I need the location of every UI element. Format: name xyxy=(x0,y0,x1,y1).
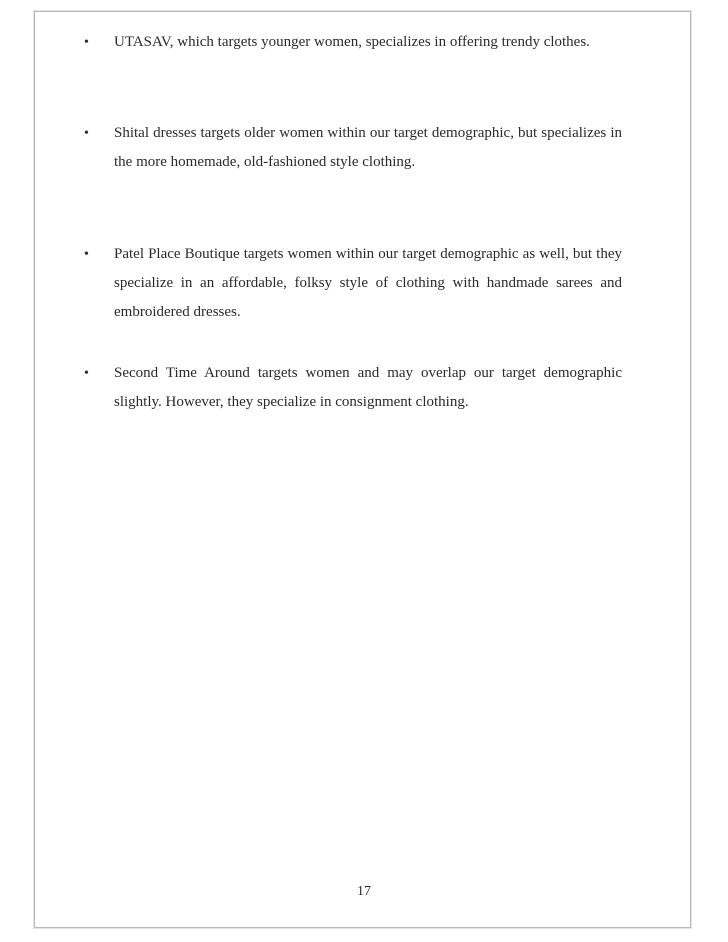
bullet-icon: • xyxy=(84,126,89,141)
bullet-icon: • xyxy=(84,35,89,50)
bullet-item-shital-dresses xyxy=(84,119,622,177)
bullet-icon: • xyxy=(84,366,89,381)
bullet-text: UTASAV, which targets younger women, specializes in offering trendy clothes. xyxy=(114,34,590,50)
bullet-icon: • xyxy=(84,247,89,262)
bullet-item-second-time-around xyxy=(84,359,622,417)
bullet-text: Shital dresses targets older women within our target demographic, but specializes in the more homemade, old-fashioned style clothing. xyxy=(114,125,622,170)
bullet-text: Patel Place Boutique targets women within our target demographic as well, but they specialize in an affordable, folksy style of clothing with handmade sarees and embroidered dresses. xyxy=(114,246,622,320)
bullet-item-utasav xyxy=(84,28,622,57)
bullet-text: Second Time Around targets women and may overlap our target demographic slightly. However, they specialize in consignment clothing. xyxy=(114,365,622,410)
page-number: 17 xyxy=(357,884,371,899)
bullet-item-patel-place-boutique xyxy=(84,240,622,327)
